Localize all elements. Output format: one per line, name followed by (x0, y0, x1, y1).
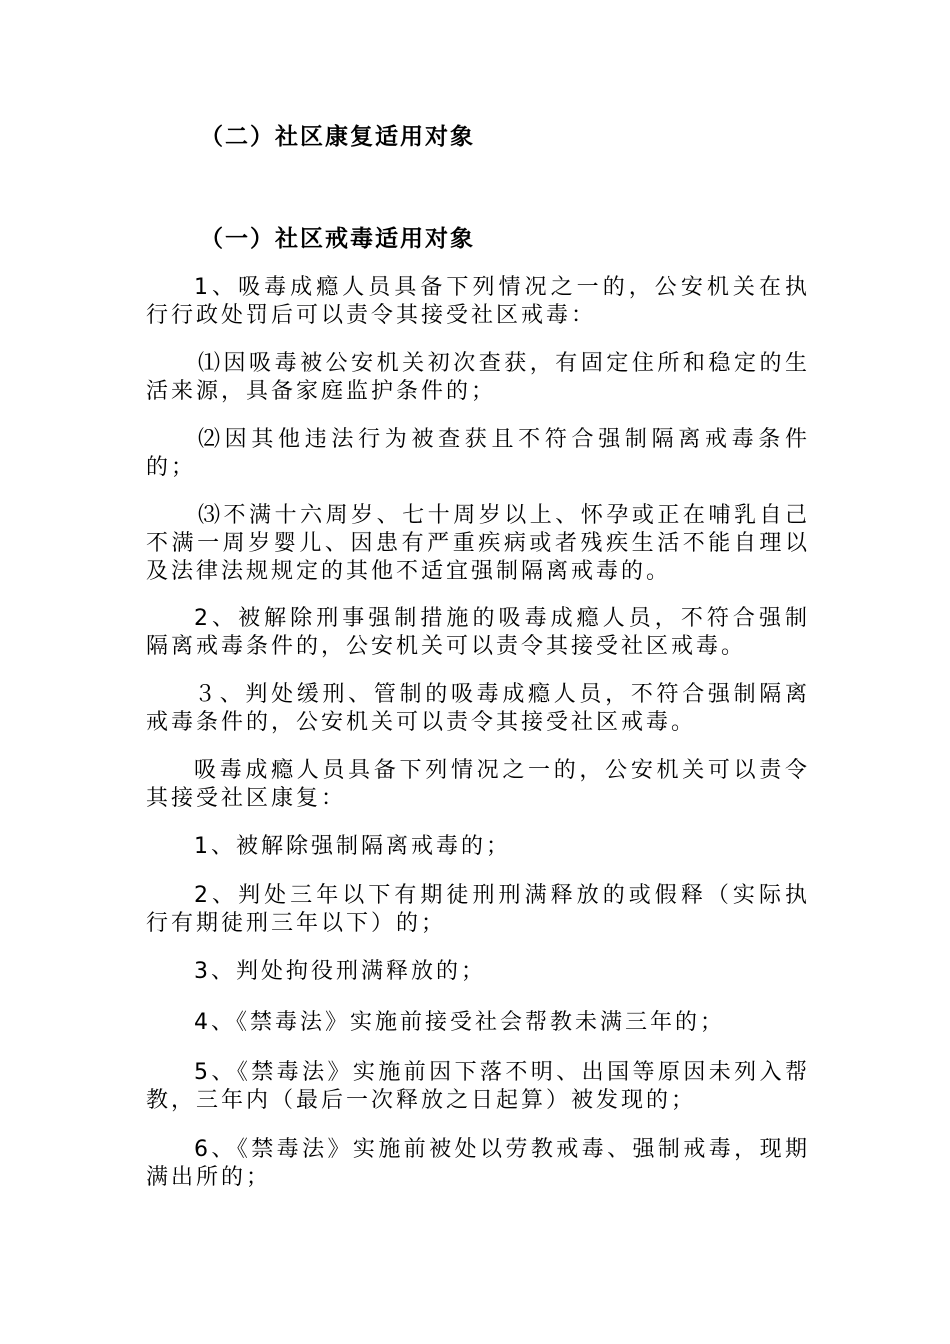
section-heading-community-detox-scope: （一）社区戒毒适用对象 (200, 226, 475, 252)
paragraph-detox-item-2: 2、被解除刑事强制措施的吸毒成瘾人员，不符合强制隔离戒毒条件的，公安机关可以责令其接受社区戒毒。 (146, 606, 810, 659)
paragraph-detox-subitem-3: ⑶不满十六周岁、七十周岁以上、怀孕或正在哺乳自己不满一周岁婴儿、因患有严重疾病或者残疾生活不能自理以及法律法规规定的其他不适宜强制隔离戒毒的。 (146, 503, 810, 584)
paragraph-detox-item-3: ３、判处缓刑、管制的吸毒成瘾人员，不符合强制隔离戒毒条件的，公安机关可以责令其接受社区戒毒。 (146, 682, 810, 735)
paragraph-detox-subitem-1: ⑴因吸毒被公安机关初次查获，有固定住所和稳定的生活来源，具备家庭监护条件的； (146, 351, 810, 404)
paragraph-rehab-item-4: 4、《禁毒法》实施前接受社会帮教未满三年的； (194, 1010, 725, 1035)
paragraph-rehab-intro: 吸毒成瘾人员具备下列情况之一的，公安机关可以责令其接受社区康复： (146, 758, 810, 811)
paragraph-rehab-item-6: 6、《禁毒法》实施前被处以劳教戒毒、强制戒毒，现期满出所的； (146, 1137, 810, 1190)
paragraph-rehab-item-5: 5、《禁毒法》实施前因下落不明、出国等原因未列入帮教，三年内（最后一次释放之日起算）被发现的； (146, 1060, 810, 1113)
paragraph-rehab-item-3: 3、判处拘役刑满释放的； (194, 959, 486, 984)
paragraph-rehab-item-1: 1、被解除强制隔离戒毒的； (194, 834, 511, 859)
paragraph-rehab-item-2: 2、判处三年以下有期徒刑刑满释放的或假释（实际执行有期徒刑三年以下）的； (146, 883, 810, 936)
section-heading-community-rehab-scope: （二）社区康复适用对象 (200, 124, 475, 150)
paragraph-detox-item-1: 1、吸毒成瘾人员具备下列情况之一的，公安机关在执行行政处罚后可以责令其接受社区戒毒： (146, 275, 810, 328)
paragraph-detox-subitem-2: ⑵因其他违法行为被查获且不符合强制隔离戒毒条件的； (146, 427, 810, 480)
